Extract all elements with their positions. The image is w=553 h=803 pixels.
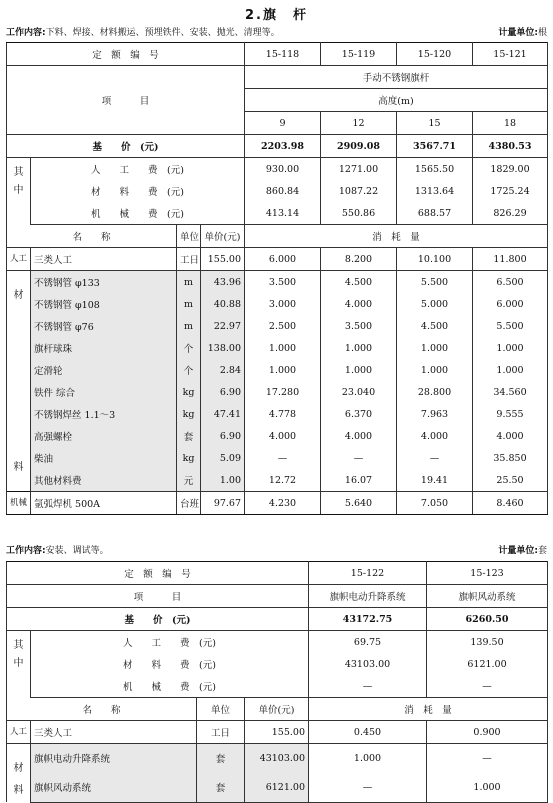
consume-value: — <box>245 447 321 469</box>
work-content-label: 工作内容: <box>6 546 46 556</box>
header-item: 项 目 <box>7 585 309 608</box>
quota-code: 15-118 <box>245 43 321 66</box>
consume-value: 4.778 <box>245 403 321 425</box>
resource-price: 6.90 <box>201 425 245 447</box>
col-price-header: 单价(元) <box>201 225 245 248</box>
resource-name: 定滑轮 <box>31 359 177 381</box>
material-category <box>7 271 31 492</box>
page-title: 2.旗 杆 <box>245 8 308 23</box>
consume-value: 4.500 <box>321 271 397 294</box>
consume-value: 1.000 <box>321 337 397 359</box>
consume-value: — <box>397 447 473 469</box>
resource-price: 155.00 <box>245 721 309 744</box>
quota-table-flagpole <box>6 42 548 515</box>
consume-value: 4.000 <box>473 425 548 447</box>
cost-label: 机 械 费 (元) <box>31 675 309 698</box>
resource-name: 氩弧焊机 500A <box>31 492 177 515</box>
cost-value: 550.86 <box>321 202 397 225</box>
resource-price: 6.90 <box>201 381 245 403</box>
cost-value: 1829.00 <box>473 158 548 181</box>
consume-value: 1.000 <box>427 773 548 802</box>
resource-price: 1.00 <box>201 469 245 492</box>
of-which-label: 其中 <box>7 631 31 698</box>
cost-value: — <box>309 675 427 698</box>
cost-value: 1087.22 <box>321 180 397 202</box>
col-unit-header: 单位 <box>177 225 201 248</box>
base-price: 3567.71 <box>397 135 473 158</box>
consume-value: — <box>321 447 397 469</box>
consume-value: 7.050 <box>397 492 473 515</box>
quota-code: 15-121 <box>473 43 548 66</box>
material-rows <box>7 271 548 492</box>
base-price-label: 基 价 (元) <box>7 135 245 158</box>
labor-category: 人工 <box>7 248 31 271</box>
unit-label: 计量单位: <box>498 546 538 556</box>
consume-value: 6.000 <box>245 248 321 271</box>
cost-value: — <box>427 675 548 698</box>
resource-unit: 套 <box>177 425 201 447</box>
item-name: 旗帜电动升降系统 <box>309 585 427 608</box>
consume-value: 5.500 <box>473 315 548 337</box>
resource-name: 旗帜风动系统 <box>31 773 197 802</box>
col-name-header: 名 称 <box>7 698 197 721</box>
cost-label: 材 料 费 (元) <box>31 180 245 202</box>
material-category-top: 材 <box>13 763 24 774</box>
cost-label: 人 工 费 (元) <box>31 158 245 181</box>
resource-price: 155.00 <box>201 248 245 271</box>
consume-value: 23.040 <box>321 381 397 403</box>
consume-value: 4.500 <box>397 315 473 337</box>
cost-value: 6121.00 <box>427 653 548 675</box>
consume-value: — <box>309 773 427 802</box>
resource-price: 5.09 <box>201 447 245 469</box>
resource-unit: 台班 <box>177 492 201 515</box>
resource-unit: 套 <box>197 744 245 773</box>
consume-value: 34.560 <box>473 381 548 403</box>
resource-name: 不锈钢管 φ108 <box>31 293 177 315</box>
consume-value: 1.000 <box>321 359 397 381</box>
resource-price: 43103.00 <box>245 744 309 773</box>
resource-unit: m <box>177 271 201 294</box>
material-category-top: 材 <box>13 290 24 301</box>
height-value: 15 <box>397 112 473 135</box>
cost-value: 1725.24 <box>473 180 548 202</box>
resource-unit: 工日 <box>197 721 245 744</box>
height-value: 12 <box>321 112 397 135</box>
base-price: 2203.98 <box>245 135 321 158</box>
cost-value: 69.75 <box>309 631 427 654</box>
col-unit-header: 单位 <box>197 698 245 721</box>
resource-price: 138.00 <box>201 337 245 359</box>
resource-unit: m <box>177 315 201 337</box>
height-value: 18 <box>473 112 548 135</box>
consume-value: 3.500 <box>245 271 321 294</box>
consume-value: 5.500 <box>397 271 473 294</box>
quota-table-flag-system <box>6 561 548 803</box>
consume-value: — <box>427 744 548 773</box>
consume-value: 4.000 <box>321 425 397 447</box>
of-which-label: 其中 <box>7 158 31 225</box>
material-category-bottom: 料 <box>13 462 24 473</box>
resource-unit: 元 <box>177 469 201 492</box>
base-price: 43172.75 <box>309 608 427 631</box>
quota-code: 15-122 <box>309 562 427 585</box>
resource-unit: kg <box>177 403 201 425</box>
resource-unit: 个 <box>177 337 201 359</box>
cost-value: 860.84 <box>245 180 321 202</box>
resource-name: 旗帜电动升降系统 <box>31 744 197 773</box>
material-category-bottom: 料 <box>13 785 24 796</box>
cost-label: 材 料 费 (元) <box>31 653 309 675</box>
consume-value: 4.000 <box>321 293 397 315</box>
consume-value: 19.41 <box>397 469 473 492</box>
resource-price: 22.97 <box>201 315 245 337</box>
resource-name: 柴油 <box>31 447 177 469</box>
consume-value: 1.000 <box>245 359 321 381</box>
cost-value: 1271.00 <box>321 158 397 181</box>
header-quota: 定 额 编 号 <box>7 43 245 66</box>
labor-category: 人工 <box>7 721 31 744</box>
consume-value: 3.000 <box>245 293 321 315</box>
machine-category: 机械 <box>7 492 31 515</box>
consume-value: 1.000 <box>397 359 473 381</box>
resource-unit: 工日 <box>177 248 201 271</box>
cost-value: 43103.00 <box>309 653 427 675</box>
header-item: 项 目 <box>7 66 245 135</box>
header-quota: 定 额 编 号 <box>7 562 309 585</box>
consume-value: 8.200 <box>321 248 397 271</box>
base-price: 4380.53 <box>473 135 548 158</box>
consume-value: 17.280 <box>245 381 321 403</box>
cost-value: 688.57 <box>397 202 473 225</box>
consume-value: 6.500 <box>473 271 548 294</box>
consume-value: 4.000 <box>245 425 321 447</box>
resource-name: 不锈钢管 φ133 <box>31 271 177 294</box>
cost-value: 1565.50 <box>397 158 473 181</box>
resource-name: 三类人工 <box>31 721 197 744</box>
resource-price: 40.88 <box>201 293 245 315</box>
unit-value: 根 <box>537 28 547 38</box>
consume-value: 12.72 <box>245 469 321 492</box>
consume-value: 9.555 <box>473 403 548 425</box>
consume-value: 10.100 <box>397 248 473 271</box>
consume-value: 1.000 <box>309 744 427 773</box>
cost-label: 人 工 费 (元) <box>31 631 309 654</box>
consume-value: 11.800 <box>473 248 548 271</box>
cost-value: 413.14 <box>245 202 321 225</box>
work-content-text: 安装、调试等。 <box>45 546 109 556</box>
resource-name: 不锈钢焊丝 1.1～3 <box>31 403 177 425</box>
resource-unit: 个 <box>177 359 201 381</box>
consume-value: 1.000 <box>473 337 548 359</box>
height-label: 高度(m) <box>245 89 548 112</box>
resource-unit: m <box>177 293 201 315</box>
consume-value: 4.000 <box>397 425 473 447</box>
base-price: 6260.50 <box>427 608 548 631</box>
resource-unit: kg <box>177 381 201 403</box>
resource-price: 47.41 <box>201 403 245 425</box>
consume-value: 8.460 <box>473 492 548 515</box>
resource-name: 铁件 综合 <box>31 381 177 403</box>
unit-value: 套 <box>537 546 547 556</box>
consume-value: 1.000 <box>397 337 473 359</box>
consume-value: 35.850 <box>473 447 548 469</box>
consume-value: 1.000 <box>473 359 548 381</box>
item-name: 旗帜风动系统 <box>427 585 548 608</box>
resource-name: 高强螺栓 <box>31 425 177 447</box>
consume-value: 2.500 <box>245 315 321 337</box>
resource-price: 2.84 <box>201 359 245 381</box>
cost-label: 机 械 费 (元) <box>31 202 245 225</box>
work-content-text: 下料、焊接、材料搬运、预埋铁件、安装、抛光、清理等。 <box>45 28 280 38</box>
consume-value: 6.000 <box>473 293 548 315</box>
col-consume-header: 消 耗 量 <box>245 225 548 248</box>
base-price: 2909.08 <box>321 135 397 158</box>
work-content-label: 工作内容: <box>6 28 46 38</box>
material-rows <box>7 744 548 803</box>
quota-code: 15-119 <box>321 43 397 66</box>
resource-price: 43.96 <box>201 271 245 294</box>
consume-value: 16.07 <box>321 469 397 492</box>
consume-value: 7.963 <box>397 403 473 425</box>
group-name: 手动不锈钢旗杆 <box>245 66 548 89</box>
col-consume-header: 消 耗 量 <box>309 698 548 721</box>
material-category <box>7 744 31 803</box>
resource-name: 旗杆球珠 <box>31 337 177 359</box>
consume-value: 4.230 <box>245 492 321 515</box>
consume-value: 1.000 <box>245 337 321 359</box>
consume-value: 5.000 <box>397 293 473 315</box>
resource-price: 97.67 <box>201 492 245 515</box>
consume-value: 3.500 <box>321 315 397 337</box>
resource-price: 6121.00 <box>245 773 309 802</box>
unit-label: 计量单位: <box>498 28 538 38</box>
col-name-header: 名 称 <box>7 225 177 248</box>
consume-value: 0.900 <box>427 721 548 744</box>
resource-unit: 套 <box>197 773 245 802</box>
consume-value: 25.50 <box>473 469 548 492</box>
cost-value: 139.50 <box>427 631 548 654</box>
resource-name: 不锈钢管 φ76 <box>31 315 177 337</box>
cost-value: 826.29 <box>473 202 548 225</box>
quota-code: 15-120 <box>397 43 473 66</box>
consume-value: 5.640 <box>321 492 397 515</box>
consume-value: 28.800 <box>397 381 473 403</box>
quota-code: 15-123 <box>427 562 548 585</box>
resource-unit: kg <box>177 447 201 469</box>
base-price-label: 基 价 (元) <box>7 608 309 631</box>
cost-value: 1313.64 <box>397 180 473 202</box>
consume-value: 6.370 <box>321 403 397 425</box>
col-price-header: 单价(元) <box>245 698 309 721</box>
resource-name: 三类人工 <box>31 248 177 271</box>
resource-name: 其他材料费 <box>31 469 177 492</box>
height-value: 9 <box>245 112 321 135</box>
consume-value: 0.450 <box>309 721 427 744</box>
cost-value: 930.00 <box>245 158 321 181</box>
